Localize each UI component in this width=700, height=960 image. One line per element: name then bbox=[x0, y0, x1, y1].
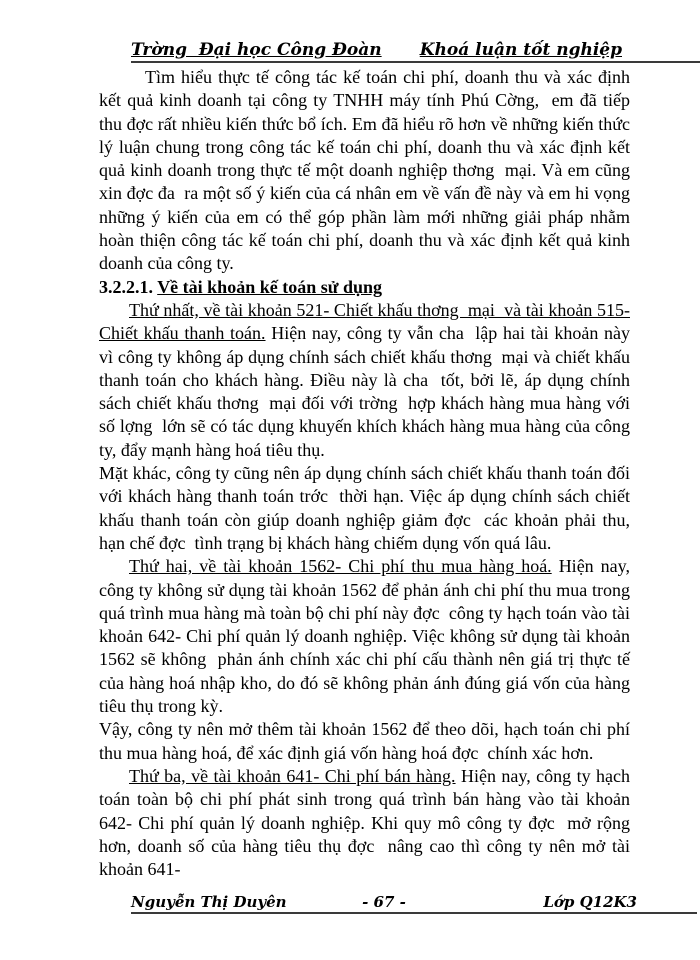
paragraph-first-point bbox=[99, 299, 630, 462]
footer-page-number: - 67 - bbox=[362, 893, 406, 911]
paragraph-intro bbox=[99, 66, 630, 276]
paragraph-text: Mặt khác, công ty cũng nên áp dụng chính sách chiết khấu thanh toán đối với khách hàng thanh toán trớc thời hạn. Việc áp dụng chính sách chiết khấu thanh toán còn giúp doanh nghiệp giảm đợc các khoản phải thu, hạn chế đợc tình trạng bị khách hàng chiếm dụng vốn quá lâu. bbox=[99, 463, 630, 553]
paragraph-text: Tìm hiểu thực tế công tác kế toán chi phí, doanh thu và xác định kết quả kinh doanh tại công ty TNHH máy tính Phú Cờng, em đã tiếp thu đợc rất nhiều kiến thức bổ ích. Em đã hiểu rõ hơn về những kiến thức lý luận chung trong công tác kế toán chi phí, doanh thu và xác định kết quả kinh doanh trong thực tế một doanh nghiệp thơng mại. Và em cũng xin đợc đa ra một số ý kiến của cá nhân em về vấn đề này và em hi vọng những ý kiến của em có thể góp phần làm mới những giải pháp nhằm hoàn thiện công tác kế toán chi phí, doanh thu và xác định kết quả kinh doanh của công ty. bbox=[99, 67, 630, 274]
document-body bbox=[99, 66, 630, 881]
paragraph-text: Hiện nay, công ty vẫn cha lập hai tài khoản này vì công ty không áp dụng chính sách chiết khấu thơng mại và chiết khấu thanh toán cho khách hàng. Điều này là cha tốt, bởi lẽ, áp dụng chính sách chiết khấu thơng mại đối với trờng hợp khách hàng mua hàng với số lợng lớn sẽ có tác dụng khuyến khích khách hàng mua hàng của công ty, đẩy mạnh hàng hoá tiêu thụ. bbox=[99, 323, 630, 460]
header-thesis-title: Khoá luận tốt nghiệp bbox=[419, 40, 622, 60]
section-title: Về tài khoản kế toán sử dụng bbox=[157, 276, 383, 297]
section-number: 3.2.2.1. bbox=[99, 276, 158, 297]
underlined-phrase-account-1562: Thứ hai, về tài khoản 1562- Chi phí thu mua hàng hoá. bbox=[129, 556, 552, 577]
paragraph-text: Vậy, công ty nên mở thêm tài khoản 1562 để theo dõi, hạch toán chi phí thu mua hàng hoá, để xác định giá vốn hàng hoá đợc chính xác hơn. bbox=[99, 719, 630, 763]
header-school-name: Trờng Đại học Công Đoàn bbox=[131, 40, 382, 60]
footer-author-name: Nguyễn Thị Duyên bbox=[131, 893, 287, 911]
paragraph-third-point bbox=[99, 765, 630, 881]
section-heading bbox=[99, 276, 630, 299]
paragraph-text: Hiện nay, công ty hạch toán toàn bộ chi phí phát sinh trong quá trình bán hàng vào tài khoản 642- Chi phí quản lý doanh nghiệp. Khi quy mô công ty đợc mở rộng hơn, doanh số của hàng tiêu thụ đợc nâng cao thì công ty nên mở tài khoản 641- bbox=[99, 765, 630, 880]
page-footer bbox=[131, 893, 697, 914]
underlined-phrase-account-641: Thứ ba, về tài khoản 641- Chi phí bán hàng. bbox=[129, 765, 456, 786]
paragraph-discount-policy bbox=[99, 462, 630, 555]
page-header bbox=[131, 40, 700, 63]
paragraph-text: Hiện nay, công ty không sử dụng tài khoản 1562 để phản ánh chi phí thu mua trong quá trình mua hàng mà toàn bộ chi phí này đợc công ty hạch toán vào tài khoản 642- Chi phí quản lý doanh nghiệp. Việc không sử dụng tài khoản 1562 sẽ không phản ánh chính xác chi phí cấu thành nên giá trị thực tế của hàng hoá nhập kho, do đó sẽ không phản ánh đúng giá vốn của hàng tiêu thụ trong kỳ. bbox=[99, 556, 630, 717]
paragraph-recommendation-1562 bbox=[99, 718, 630, 765]
paragraph-second-point bbox=[99, 555, 630, 718]
footer-class-label: Lớp Q12K3 bbox=[543, 893, 637, 911]
underlined-phrase-account-521-515: Thứ nhất, về tài khoản 521- Chiết khấu thơng mại và tài khoản 515- Chiết khấu thanh toán. bbox=[99, 299, 630, 344]
